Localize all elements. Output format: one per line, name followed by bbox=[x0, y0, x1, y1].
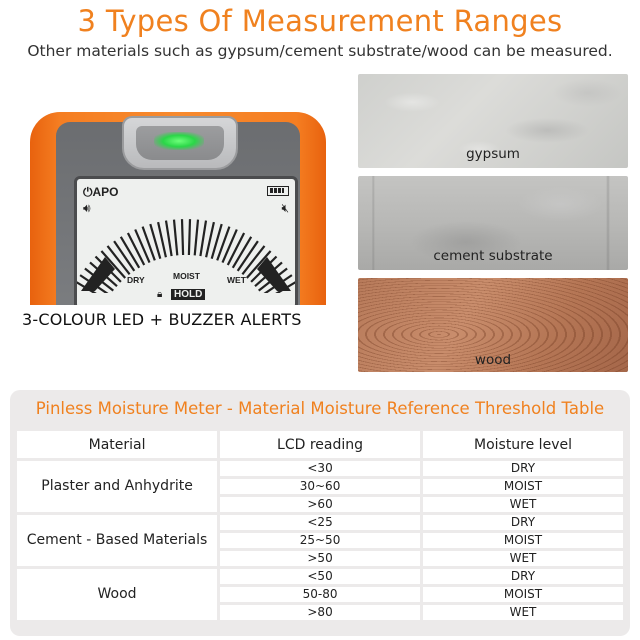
level-cell: DRY bbox=[423, 461, 623, 476]
gauge-segment bbox=[166, 221, 172, 257]
green-led-icon bbox=[154, 132, 204, 150]
reading-cell: >60 bbox=[220, 497, 420, 512]
gauge-segment bbox=[223, 230, 237, 263]
page-subtitle: Other materials such as gypsum/cement substrate/wood can be measured. bbox=[27, 42, 613, 60]
apo-indicator: ⏻APO bbox=[83, 185, 119, 199]
gauge-segment bbox=[174, 220, 177, 256]
reading-cell: 30~60 bbox=[220, 479, 420, 494]
table-title: Pinless Moisture Meter - Material Moisture Reference Threshold Table bbox=[35, 399, 605, 418]
gauge-segment bbox=[195, 220, 198, 256]
swatch-label: cement substrate bbox=[433, 248, 553, 264]
material-cell: Wood bbox=[17, 569, 217, 620]
reading-cell: 50-80 bbox=[220, 587, 420, 602]
header-lcd-reading: LCD reading bbox=[220, 431, 420, 458]
material-cell: Cement - Based Materials bbox=[17, 515, 217, 566]
threshold-table-card bbox=[10, 390, 630, 636]
hold-indicator: HOLD bbox=[171, 289, 205, 300]
reading-cell: <50 bbox=[220, 569, 420, 584]
gauge-segment bbox=[200, 221, 206, 257]
level-cell: WET bbox=[423, 497, 623, 512]
level-cell: DRY bbox=[423, 515, 623, 530]
header-moisture-level: Moisture level bbox=[423, 431, 623, 458]
dry-label: DRY bbox=[127, 275, 145, 285]
wood-swatch bbox=[358, 278, 628, 372]
gauge-segment bbox=[182, 219, 183, 255]
header-material: Material bbox=[17, 431, 217, 458]
reading-cell: <25 bbox=[220, 515, 420, 530]
table-header-row bbox=[17, 431, 623, 458]
level-cell: MOIST bbox=[423, 533, 623, 548]
gauge-segment bbox=[228, 233, 244, 265]
speaker-icon: 🔊︎ bbox=[83, 201, 91, 215]
reading-cell: >80 bbox=[220, 605, 420, 620]
gauge-segment bbox=[128, 233, 144, 265]
moist-label: MOIST bbox=[173, 271, 200, 281]
level-cell: WET bbox=[423, 605, 623, 620]
lock-icon: 🔒︎ bbox=[157, 289, 163, 300]
led-indicator bbox=[122, 116, 238, 170]
battery-icon bbox=[267, 186, 289, 196]
level-cell: MOIST bbox=[423, 587, 623, 602]
threshold-table bbox=[14, 428, 626, 623]
cement-swatch bbox=[358, 176, 628, 270]
level-cell: WET bbox=[423, 551, 623, 566]
reading-cell: <30 bbox=[220, 461, 420, 476]
page-title: 3 Types Of Measurement Ranges bbox=[77, 4, 563, 38]
power-icon: ⏻ bbox=[83, 185, 93, 199]
material-cell: Plaster and Anhydrite bbox=[17, 461, 217, 512]
gauge-segment bbox=[189, 219, 190, 255]
gypsum-swatch bbox=[358, 74, 628, 168]
swatch-label: wood bbox=[474, 352, 512, 368]
wet-label: WET bbox=[227, 275, 246, 285]
lcd-screen bbox=[74, 176, 298, 305]
gauge-segment bbox=[135, 230, 149, 263]
swatch-label: gypsum bbox=[466, 146, 520, 162]
level-cell: DRY bbox=[423, 569, 623, 584]
moisture-meter-image bbox=[14, 110, 344, 305]
speaker-mute-icon: 🔇︎ bbox=[281, 201, 289, 215]
table-row bbox=[17, 515, 623, 530]
level-cell: MOIST bbox=[423, 479, 623, 494]
table-row bbox=[17, 569, 623, 584]
table-row bbox=[17, 461, 623, 476]
reading-cell: >50 bbox=[220, 551, 420, 566]
device-caption: 3-COLOUR LED + BUZZER ALERTS bbox=[22, 310, 302, 329]
reading-cell: 25~50 bbox=[220, 533, 420, 548]
